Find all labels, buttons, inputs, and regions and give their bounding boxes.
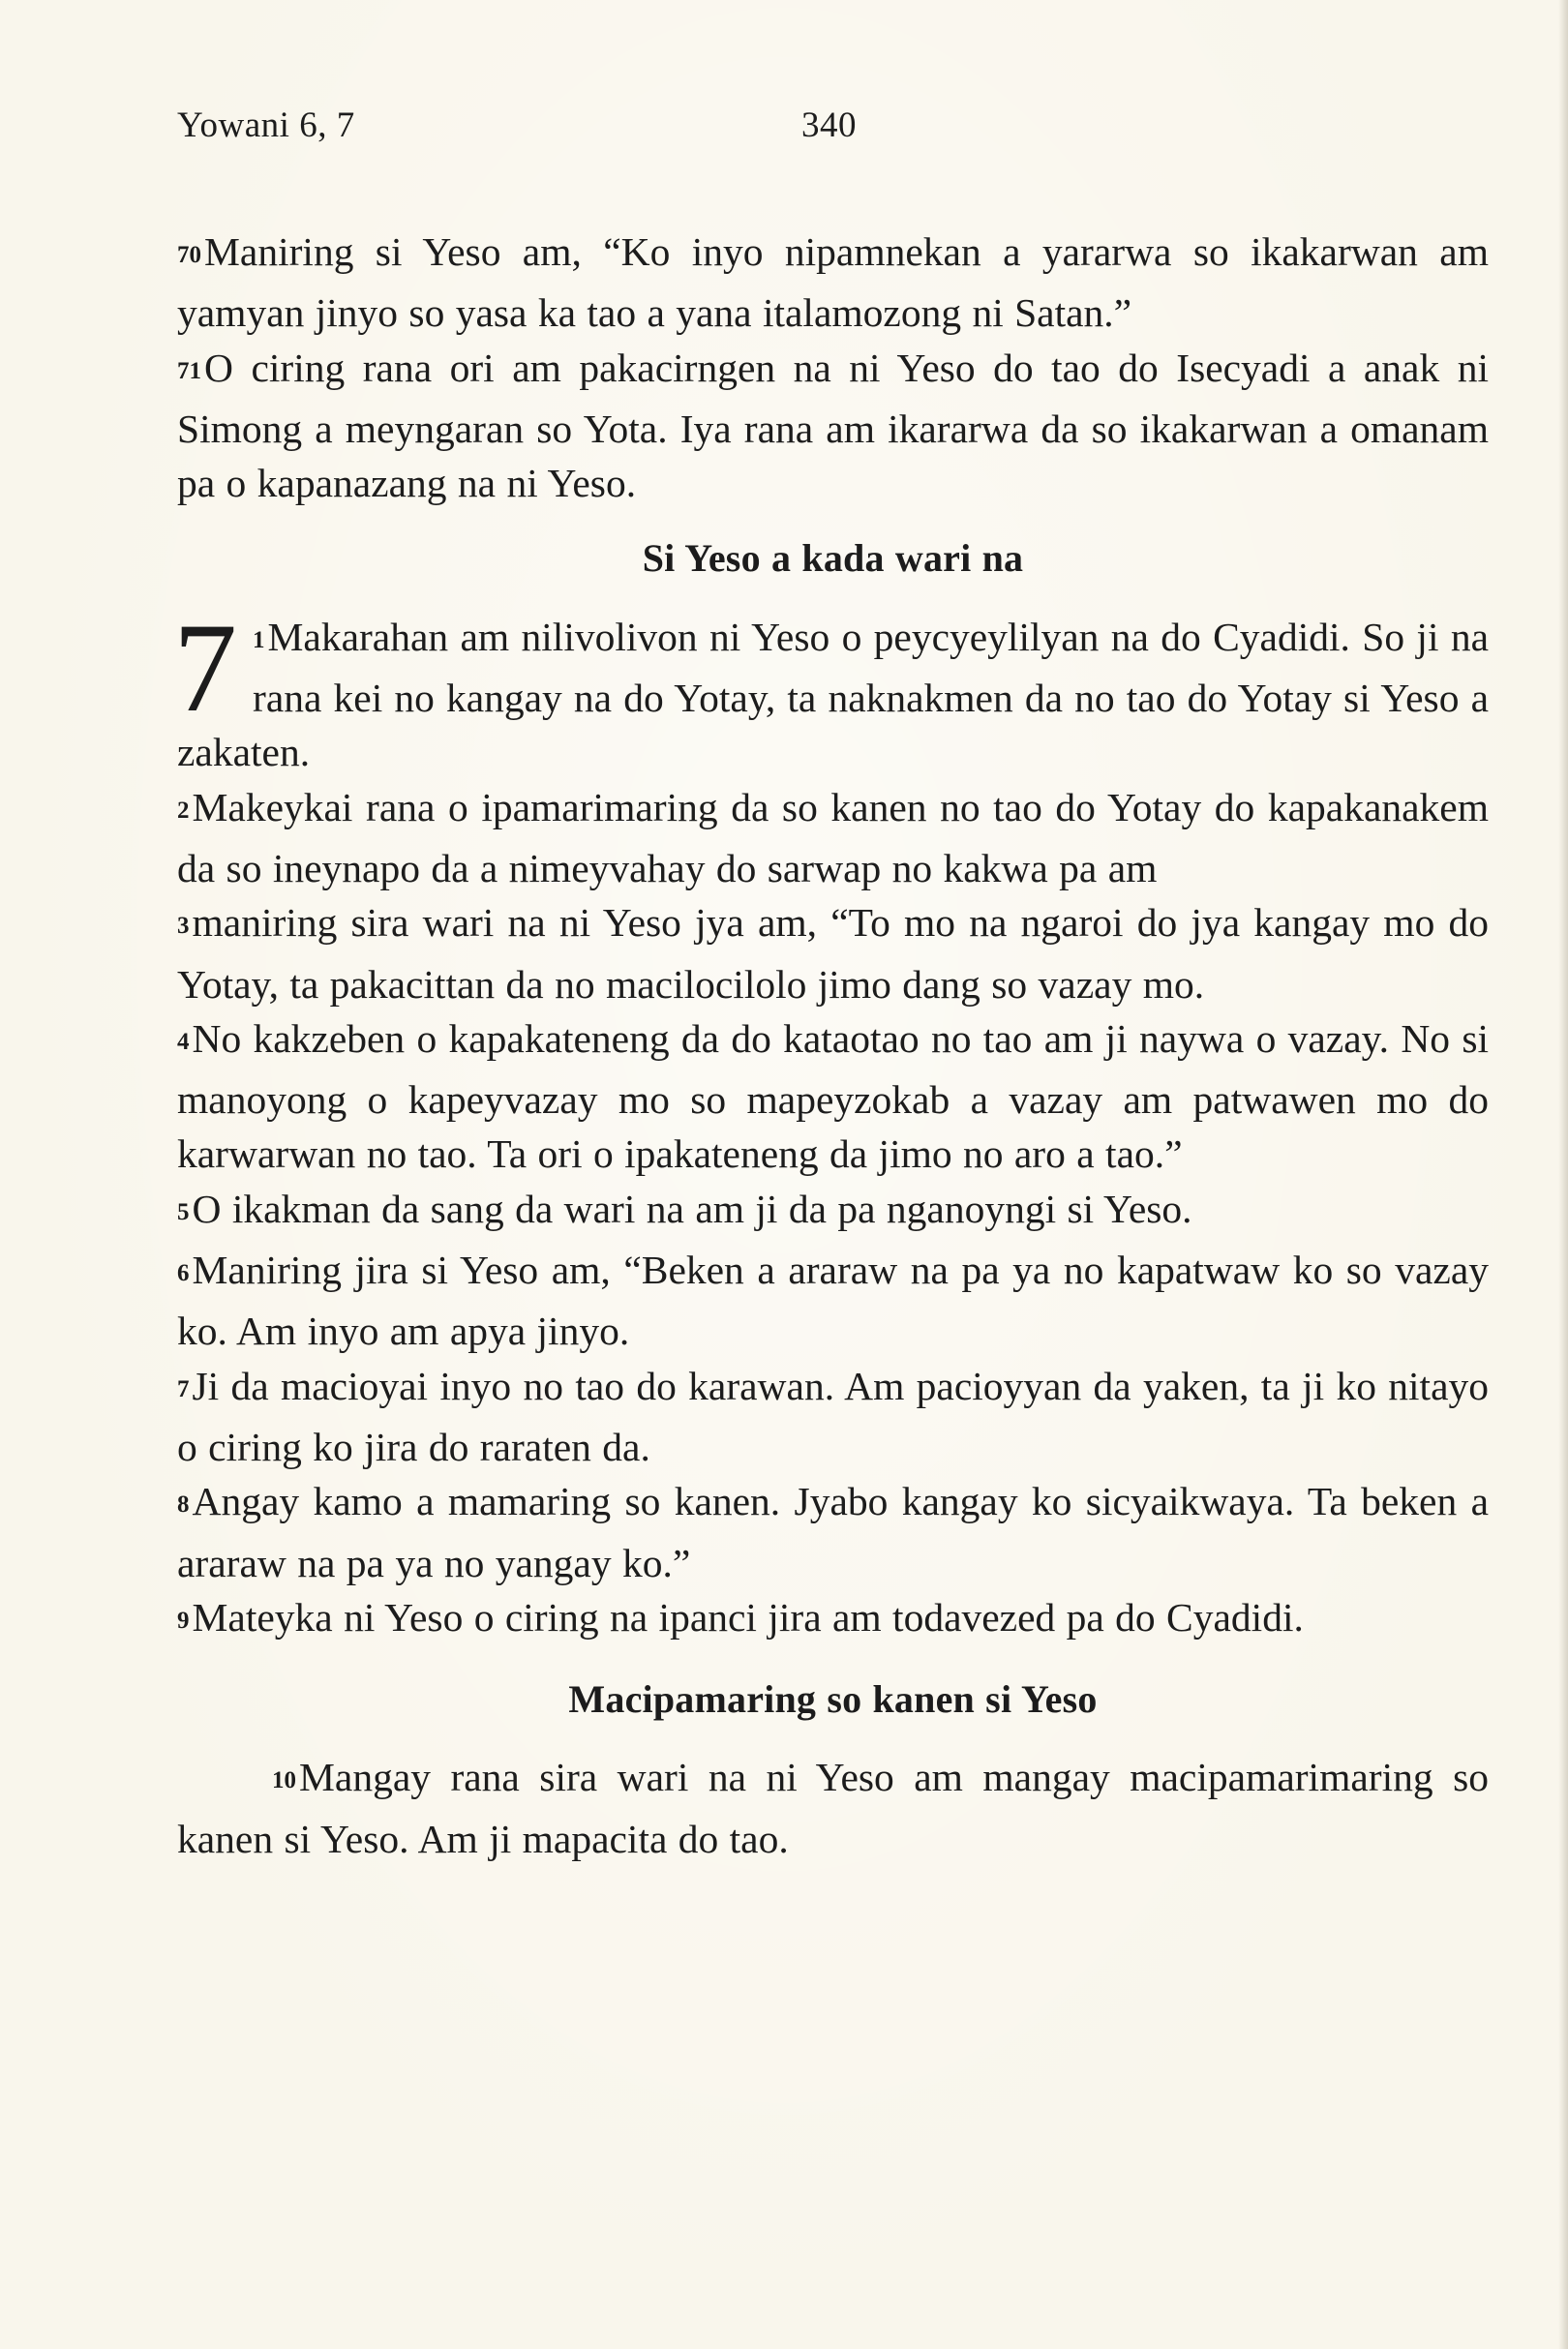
page-number: 340 — [801, 105, 857, 145]
verse-text: maniring sira wari na ni Yeso jya am, “To mo na ngaroi do jya kangay mo do Yotay, ta pakacittan da no macilocilolo jimo dang so vazay mo. — [177, 900, 1489, 1007]
verse-text: O ikakman da sang da wari na am ji da pa nganoyngi si Yeso. — [192, 1186, 1192, 1231]
verse-10 — [177, 1750, 1489, 1866]
verse-text: Angay kamo a mamaring so kanen. Jyabo kangay ko sicyaikwaya. Ta beken a araraw na pa ya no yangay ko.” — [177, 1479, 1489, 1585]
verse-8 — [177, 1474, 1489, 1590]
section-heading-1: Si Yeso a kada wari na — [642, 536, 1024, 581]
verse-number: 1 — [253, 626, 265, 653]
scripture-text — [173, 225, 1489, 1866]
chapter-7-verse-1 — [173, 595, 1489, 780]
verse-5 — [177, 1182, 1489, 1243]
verse-7 — [177, 1359, 1489, 1475]
verse-text: Ji da macioyai inyo no tao do karawan. Am pacioyyan da yaken, ta ji ko nitayo o ciring ko jira do raraten da. — [177, 1363, 1489, 1469]
verse-number: 9 — [177, 1607, 190, 1634]
verse-number: 70 — [177, 242, 201, 268]
verse-9 — [177, 1590, 1489, 1651]
verse-text: Makarahan am nilivolivon ni Yeso o peycyeylilyan na do Cyadidi. So ji na rana kei no kangay na do Yotay, ta naknakmen da no tao do Yotay si Yeso a zakaten. — [177, 614, 1489, 775]
verse-70 — [177, 225, 1489, 341]
verse-text: Mateyka ni Yeso o ciring na ipanci jira am todavezed pa do Cyadidi. — [192, 1594, 1304, 1640]
verse-number: 5 — [177, 1198, 190, 1225]
verse-2 — [177, 780, 1489, 896]
verse-number: 3 — [177, 913, 190, 940]
verse-6 — [177, 1243, 1489, 1359]
verse-number: 71 — [177, 357, 201, 384]
verse-number: 10 — [272, 1767, 296, 1794]
verse-4 — [177, 1011, 1489, 1182]
verse-text: Mangay rana sira wari na ni Yeso am mangay macipamarimaring so kanen si Yeso. Am ji mapacita do tao. — [177, 1755, 1489, 1861]
verse-3 — [177, 895, 1489, 1011]
page-edge-shadow — [1558, 0, 1568, 2349]
chapter-number: 7 — [173, 595, 237, 738]
section-heading-2: Macipamaring so kanen si Yeso — [568, 1677, 1098, 1722]
verse-text: Makeykai rana o ipamarimaring da so kanen no tao do Yotay do kapakanakem da so ineynapo da a nimeyvahay do sarwap no kakwa pa am — [177, 784, 1489, 890]
verse-number: 7 — [177, 1375, 190, 1402]
verse-text: No kakzeben o kapakateneng da do kataotao no tao am ji naywa o vazay. No si manoyong o kapeyvazay mo so mapeyzokab a vazay am patwawen mo do karwarwan no tao. Ta ori o ipakateneng da jimo no aro a tao.” — [177, 1015, 1489, 1177]
verse-text: Maniring si Yeso am, “Ko inyo nipamnekan a yararwa so ikakarwan am yamyan jinyo so yasa ka tao a yana italamozong ni Satan.” — [177, 229, 1489, 336]
verse-text: Maniring jira si Yeso am, “Beken a araraw na pa ya no kapatwaw ko so vazay ko. Am inyo am apya jinyo. — [177, 1248, 1489, 1354]
verse-number: 6 — [177, 1260, 190, 1287]
running-head — [177, 105, 1493, 153]
verse-text: O ciring rana ori am pakacirngen na ni Yeso do tao do Isecyadi a anak ni Simong a meyngaran so Yota. Iya rana am ikararwa da so ikakarwan a omanam pa o kapanazang na ni Yeso. — [177, 345, 1489, 506]
verse-number: 4 — [177, 1028, 190, 1055]
verse-number: 2 — [177, 797, 190, 824]
verse-number: 8 — [177, 1491, 190, 1519]
running-head-book: Yowani 6, 7 — [177, 105, 355, 145]
verse-71 — [177, 341, 1489, 511]
